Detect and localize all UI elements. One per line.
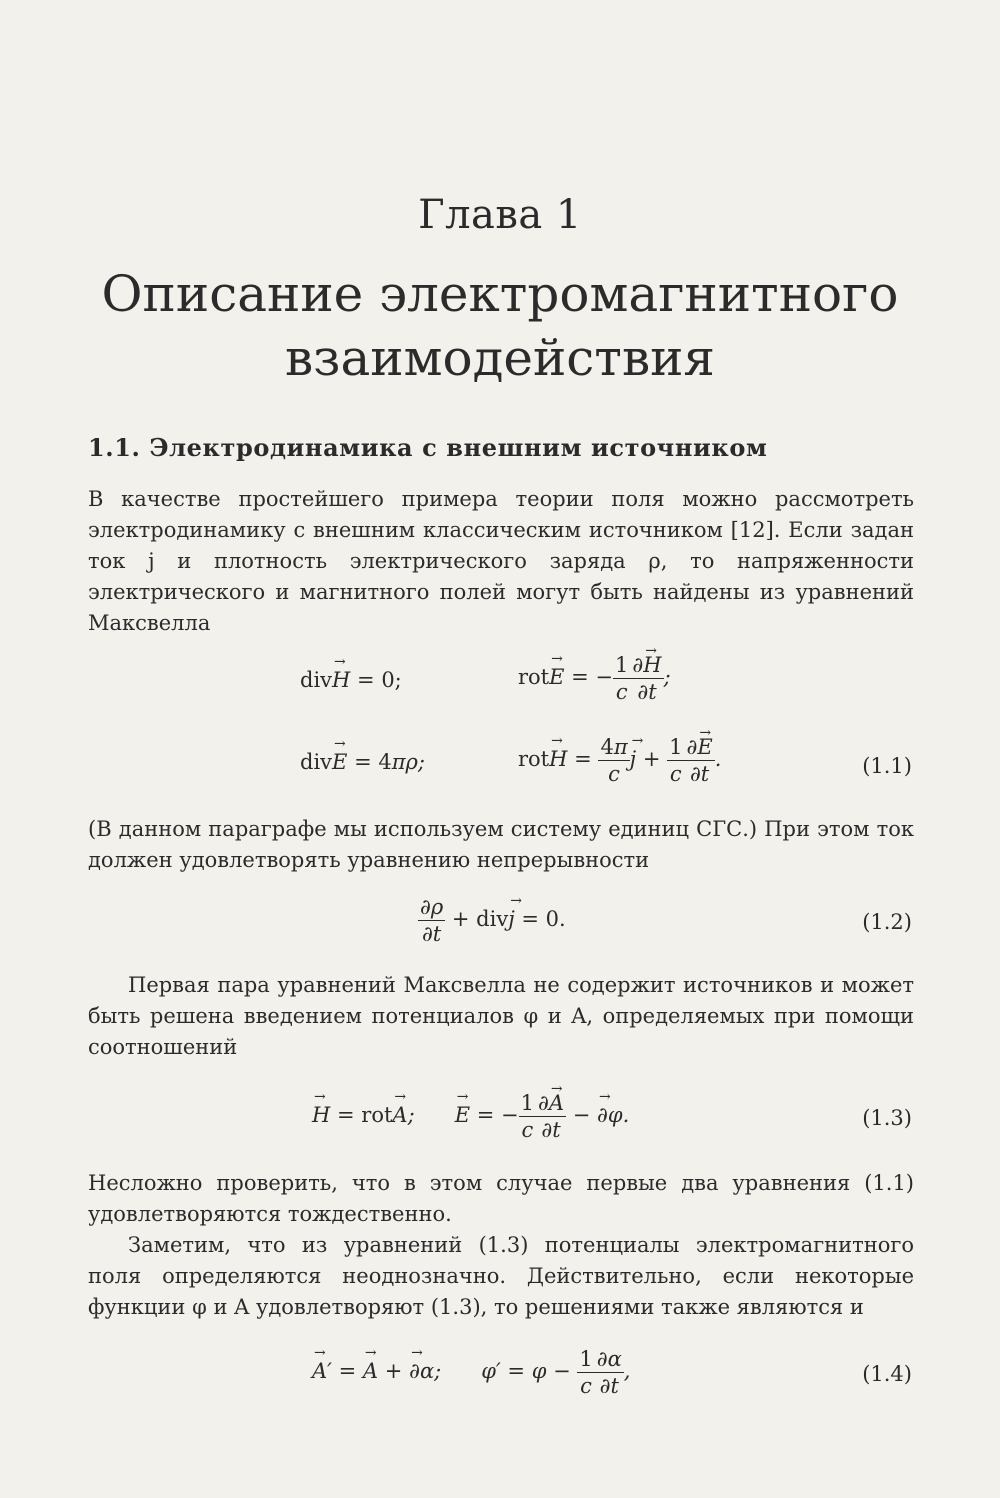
equation-div-e: div→ E = 4πρ;	[300, 750, 425, 774]
paragraph-4: Несложно проверить, что в этом случае первые два уравнения (1.1) удовлетворяются тождественно.	[88, 1171, 914, 1226]
chapter-heading: Глава 1	[418, 192, 582, 238]
equation-rot-e: rot→ E = − $\frac{1}{c}$ $\frac{\partial\to H}{\partial t}$ ;	[518, 652, 671, 705]
equation-continuity: $\frac{\partial\rho}{\partial t}$ + div→ j = 0.	[418, 894, 566, 947]
chapter-title-line-1: Описание электромагнитного	[101, 265, 899, 323]
chapter-title	[0, 262, 1000, 390]
paragraph-2: (В данном параграфе мы используем систему единиц СГС.) При этом ток должен удовлетворять уравнению непрерывности	[88, 817, 914, 872]
chapter-title-line-2: взаимодействия	[285, 329, 715, 387]
equation-gauge-transform: → A′ = → A + → ∂α; φ′ = φ − $\frac{1}{c}$ $\frac{\partial\alpha}{\partial t}$ ,	[312, 1346, 630, 1399]
paragraph-3: Первая пара уравнений Максвелла не содержит источников и может быть решена введением потенциалов φ и A, определяемых при помощи соотношений	[88, 973, 914, 1059]
equation-number-1: (1.1)	[862, 754, 912, 778]
equation-number-2: (1.2)	[862, 910, 912, 934]
paragraph-5: Заметим, что из уравнений (1.3) потенциалы электромагнитного поля определяются неоднозначно. Действительно, если некоторые функции φ и A удовлетворяют (1.3), то решениями также являются и	[88, 1233, 914, 1319]
equation-rot-h: rot→ H = $\frac{4\pi}{c}$ → j + $\frac{1}{c}$ $\frac{\partial\to E}{\partial t}$ .	[518, 734, 721, 787]
equation-div-h: div→ H = 0;	[300, 668, 402, 692]
equation-potentials: → H = rot→ A; → E = − $\frac{1}{c}$ $\frac{\partial\to A}{\partial t}$ − → ∂φ.	[312, 1090, 629, 1143]
paragraph-1: В качестве простейшего примера теории поля можно рассмотреть электродинамику с внешним классическим источником [12]. Если задан ток j и плотность электрического заряда ρ, то напряженности электрического и магнитного полей могут быть найдены из уравнений Максвелла	[88, 487, 914, 635]
equation-number-4: (1.4)	[862, 1362, 912, 1386]
section-heading: 1.1. Электродинамика с внешним источником	[88, 433, 768, 462]
equation-number-3: (1.3)	[862, 1106, 912, 1130]
